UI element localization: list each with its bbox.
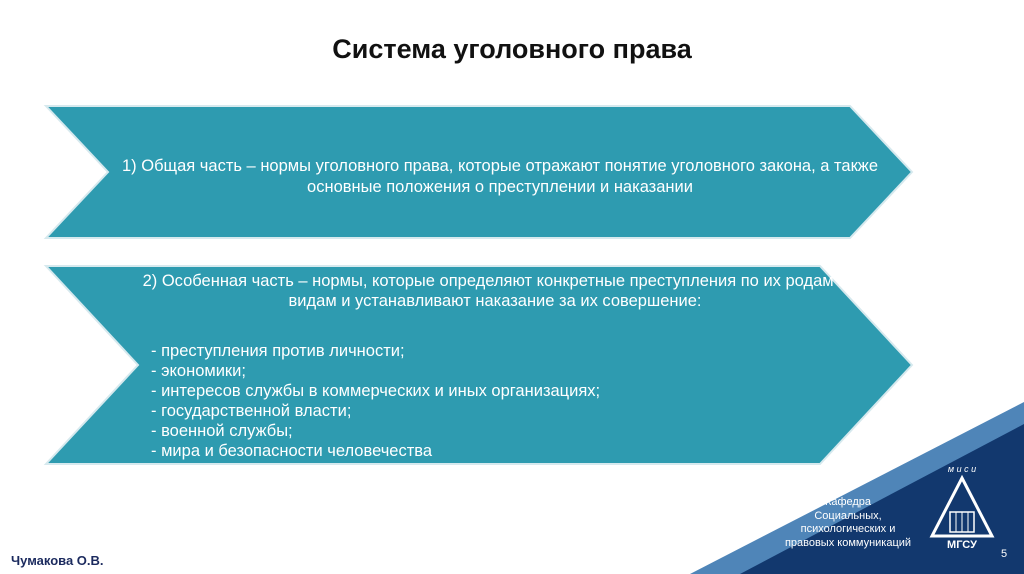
department-line: психологических и [800, 523, 896, 535]
list-item: - интересов службы в коммерческих и иных организациях; [151, 382, 601, 400]
list-item: - военной службы; [151, 422, 293, 440]
mgsu-logo [926, 460, 998, 552]
slide-title: Система уголовного права [332, 34, 692, 64]
department-name [770, 496, 926, 550]
list-item: - преступления против личности; [151, 342, 405, 360]
page-number: 5 [1001, 548, 1008, 560]
department-line: Социальных, [814, 509, 882, 522]
department-line: Кафедра [824, 496, 872, 508]
list-item: - государственной власти; [151, 402, 352, 420]
special-part-heading: 2) Особенная часть – нормы, которые определяют конкретные преступления по их родам и видам и устанавливают наказание за их совершение: [142, 272, 848, 310]
logo-top-text: м и с и [947, 464, 977, 474]
list-item: - мира и безопасности человечества [151, 442, 433, 460]
list-item: - экономики; [151, 362, 246, 380]
logo-bottom-text: МГСУ [947, 539, 977, 551]
general-part-text: 1) Общая часть – нормы уголовного права, которые отражают понятие уголовного закона, а также основные положения о преступлении и наказании [121, 157, 879, 196]
department-line: правовых коммуникаций [784, 536, 912, 549]
author-name: Чумакова О.В. [11, 553, 104, 568]
